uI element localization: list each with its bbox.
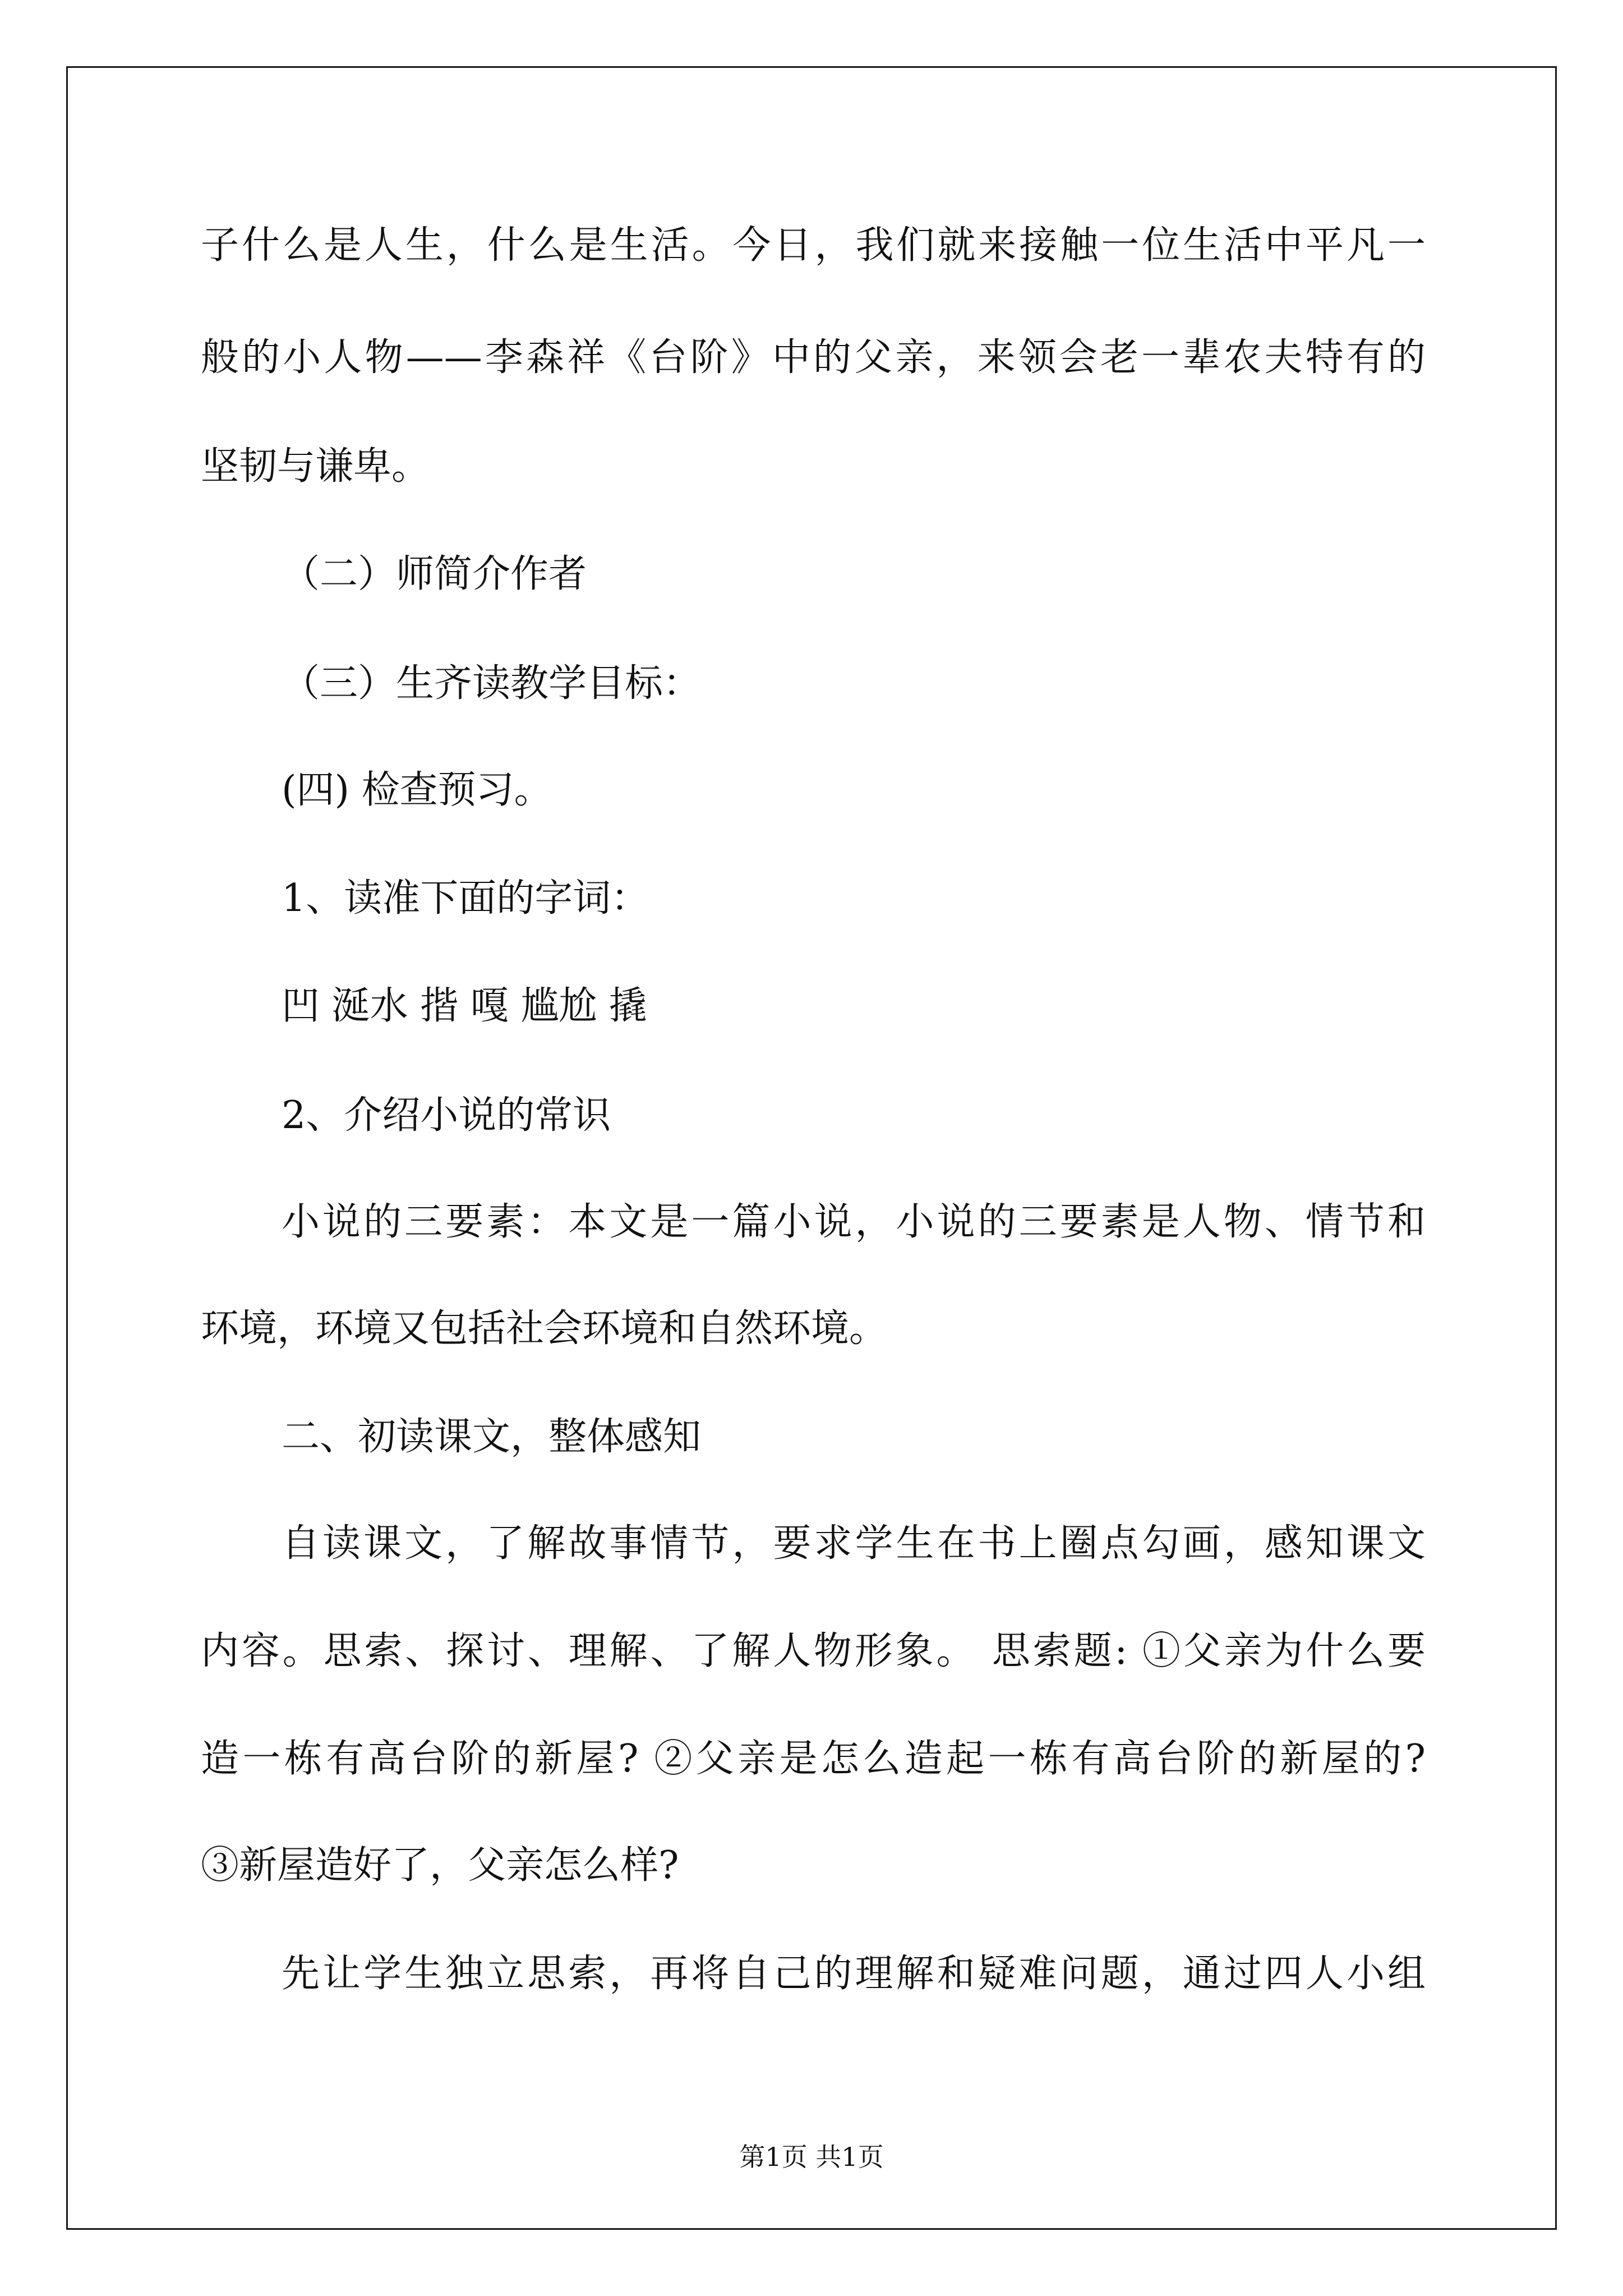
body-line-13: 自读课文，了解故事情节，要求学生在书上圈点勾画，感知课文 <box>282 1521 1426 1566</box>
body-line-15: 造一栋有高台阶的新屋? ②父亲是怎么造起一栋有高台阶的新屋的? <box>201 1737 1426 1781</box>
body-line-10: 小说的三要素：本文是一篇小说，小说的三要素是人物、情节和 <box>282 1200 1426 1244</box>
body-line-14: 内容。思索、探讨、理解、了解人物形象。 思索题: ①父亲为什么要 <box>201 1629 1426 1673</box>
section-heading-second: 二、初读课文，整体感知 <box>282 1415 702 1459</box>
body-line-11: 环境，环境又包括社会环境和自然环境。 <box>201 1306 888 1351</box>
vocab-words: 凹 涎水 揩 嘎 尴尬 撬 <box>282 984 648 1028</box>
body-line-16: ③新屋造好了，父亲怎么样? <box>201 1843 679 1888</box>
list-item-1: 1、读准下面的字词： <box>282 876 649 921</box>
page-number-footer: 第1页 共1页 <box>739 2142 884 2172</box>
page-border <box>66 66 1557 2230</box>
body-line-1: 子什么是人生，什么是生活。今日，我们就来接触一位生活中平凡一 <box>201 223 1426 268</box>
section-heading-4: (四) 检查预习。 <box>282 768 552 812</box>
list-item-2: 2、介绍小说的常识 <box>282 1093 611 1138</box>
body-line-17: 先让学生独立思索，再将自己的理解和疑难问题，通过四人小组 <box>282 1952 1426 1996</box>
section-heading-2: （二）师简介作者 <box>282 552 587 596</box>
body-line-3: 坚韧与谦卑。 <box>201 444 430 489</box>
section-heading-3: （三）生齐读教学目标： <box>282 661 702 706</box>
body-line-2: 般的小人物——李森祥《台阶》中的父亲，来领会老一辈农夫特有的 <box>201 335 1426 380</box>
